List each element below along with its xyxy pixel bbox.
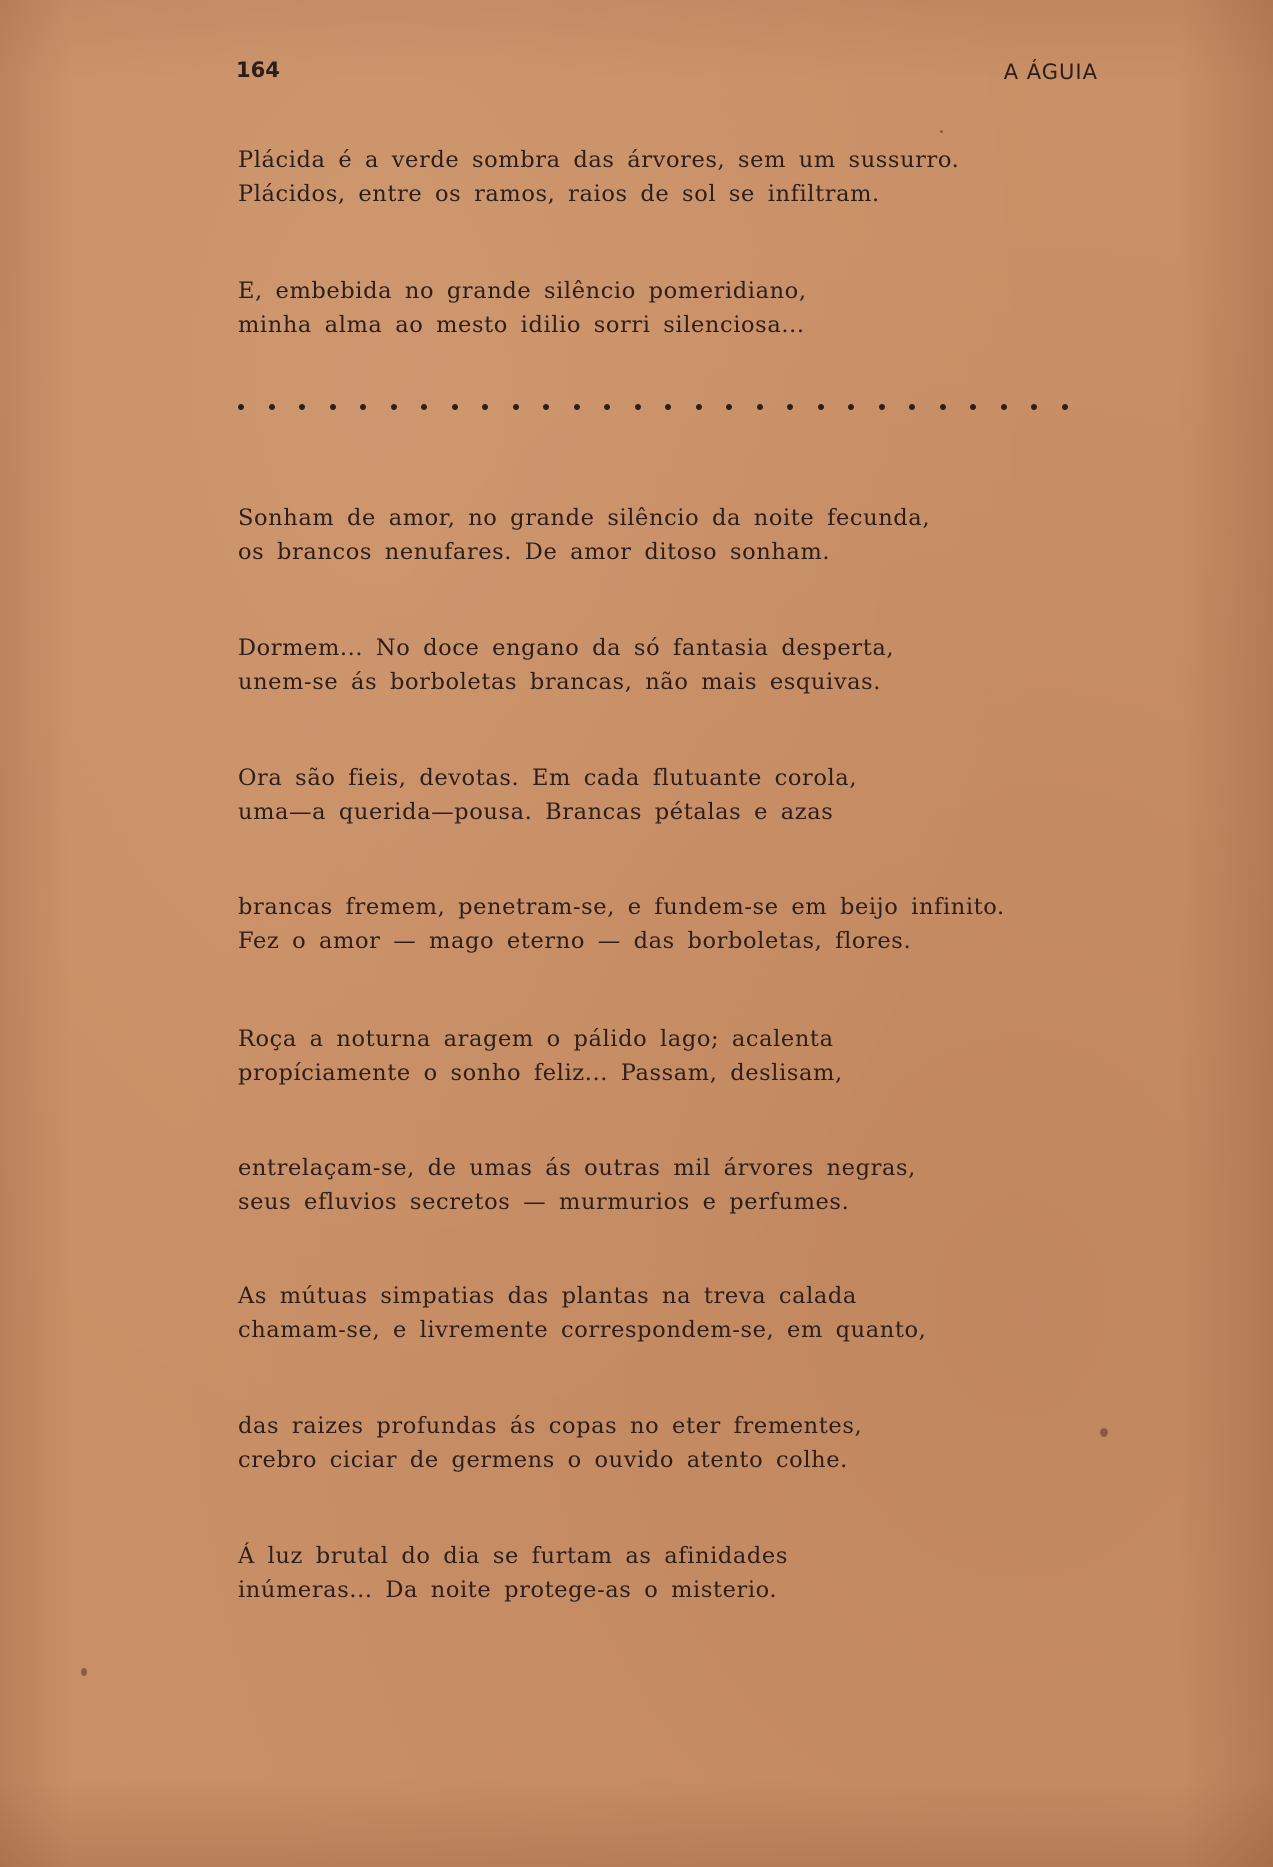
stanza-2 (238, 274, 807, 342)
verse-line: As mútuas simpatias das plantas na treva calada (238, 1283, 857, 1309)
verse-line: Sonham de amor, no grande silêncio da noite fecunda, (238, 505, 931, 531)
verse-line: Ora são fieis, devotas. Em cada flutuante corola, (238, 765, 858, 791)
verse-line: inúmeras... Da noite protege-as o misterio. (238, 1577, 778, 1603)
stanza-9 (238, 1279, 926, 1347)
verse-line: minha alma ao mesto idilio sorri silenciosa... (238, 312, 805, 338)
stanza-10 (238, 1409, 862, 1477)
verse-line: os brancos nenufares. De amor ditoso sonham. (238, 539, 831, 565)
verse-line: Roça a noturna aragem o pálido lago; acalenta (238, 1026, 834, 1052)
stanza-6 (238, 890, 1005, 958)
stanza-7 (238, 1022, 843, 1090)
verse-line: Dormem... No doce engano da só fantasia desperta, (238, 635, 895, 661)
verse-line: Á luz brutal do dia se furtam as afinidades (238, 1543, 788, 1569)
stanza-8 (238, 1151, 916, 1219)
stanza-4 (238, 631, 894, 699)
verse-line: propíciamente o sonho feliz... Passam, deslisam, (238, 1060, 843, 1086)
stanza-1 (238, 143, 959, 211)
stanza-3 (238, 501, 930, 569)
verse-line: Plácida é a verde sombra das árvores, sem um sussurro. (238, 147, 960, 173)
stanza-11 (238, 1539, 788, 1607)
verse-line: E, embebida no grande silêncio pomeridiano, (238, 278, 807, 304)
section-divider-dots (238, 404, 1068, 410)
verse-line: unem-se ás borboletas brancas, não mais esquivas. (238, 669, 882, 695)
verse-line: seus efluvios secretos — murmurios e perfumes. (238, 1189, 850, 1215)
verse-line: crebro ciciar de germens o ouvido atento colhe. (238, 1447, 848, 1473)
paper-speck (940, 130, 943, 133)
verse-line: entrelaçam-se, de umas ás outras mil árvores negras, (238, 1155, 916, 1181)
page-number: 164 (236, 58, 280, 82)
verse-line: uma—a querida—pousa. Brancas pétalas e azas (238, 799, 834, 825)
verse-line: chamam-se, e livremente correspondem-se, em quanto, (238, 1317, 927, 1343)
paper-speck (81, 1668, 87, 1676)
verse-line: brancas fremem, penetram-se, e fundem-se em beijo infinito. (238, 894, 1005, 920)
verse-line: das raizes profundas ás copas no eter frementes, (238, 1413, 863, 1439)
running-header-title: A ÁGUIA (1003, 60, 1098, 84)
verse-line: Fez o amor — mago eterno — das borboletas, flores. (238, 928, 912, 954)
paper-speck (1100, 1428, 1108, 1437)
stanza-5 (238, 761, 857, 829)
verse-line: Plácidos, entre os ramos, raios de sol se infiltram. (238, 181, 880, 207)
